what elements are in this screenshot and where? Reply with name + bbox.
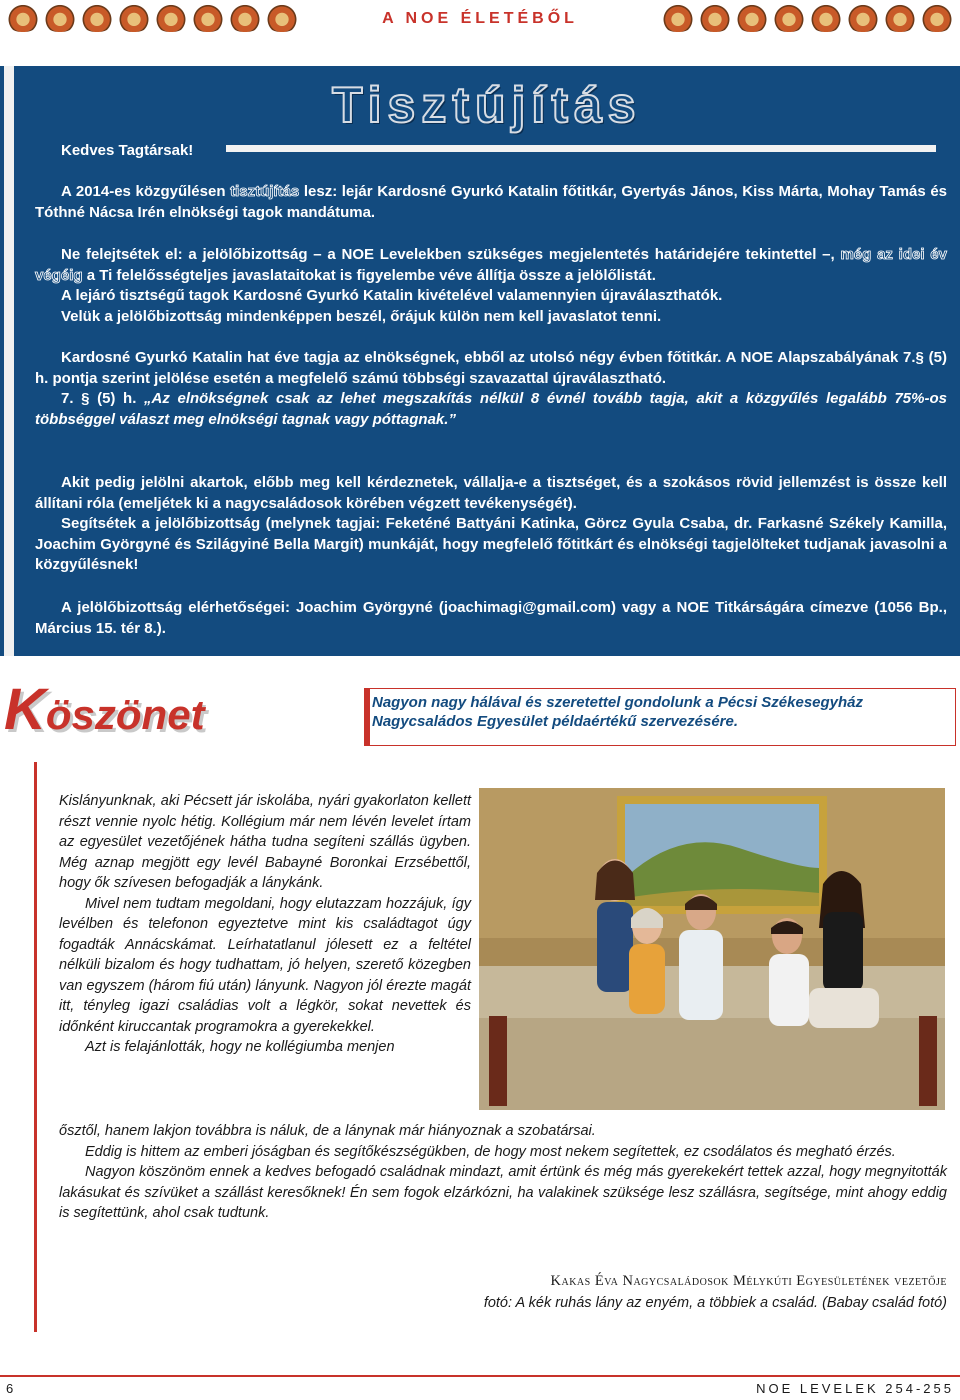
p6-ref: 7. § (5) h. bbox=[61, 390, 145, 407]
salutation-block bbox=[35, 141, 947, 162]
p2-highlight: még az idei év végéig bbox=[35, 246, 947, 284]
page-header bbox=[0, 0, 960, 42]
page-number: 6 bbox=[6, 1381, 14, 1396]
section-header-title: A NOE ÉLETÉBŐL bbox=[382, 10, 578, 27]
thanks-intro-text: Nagyon nagy hálával és szeretettel gondolunk a Pécsi Székesegyház Nagycsaládos Egyesület példaértékű szervezésére. bbox=[372, 694, 864, 730]
p6-quote: „Az elnökségnek csak az lehet megszakítás nélkül 8 évnél tovább tagja, akit a közgyűlés legalább 75%-os többséggel választ meg elnökségi tagnak vagy póttagnak.” bbox=[35, 390, 947, 428]
thanks-title-cap: K bbox=[4, 677, 46, 742]
p8-text: Segítsétek a jelölőbizottság (melynek tagjai: Feketéné Battyáni Katinka, Görcz Gyula Csaba, dr. Farkasné Székely Kamilla, Joachim Györgyné és Szilágyiné Bella Margit) munkáját, hogy megfelelő főtitkárt és elnökségi tagjelölteket tudjanak javasolni a közgyűlésnek! bbox=[35, 515, 947, 573]
p1-highlight: tisztújítás bbox=[230, 183, 300, 200]
p1-text: A 2014-es közgyűlésen bbox=[61, 183, 231, 200]
story-paragraph-3a: Azt is felajánlották, hogy ne kollégiumba menjen bbox=[85, 1039, 395, 1055]
paragraph-4: Velük a jelölőbizottság mindenképpen beszél, őrájuk külön nem kell javaslatot tenni. bbox=[61, 307, 662, 325]
article-title: Tisztújítás bbox=[332, 77, 642, 133]
p2-text-end: a Ti felelősségteljes javaslataitokat is figyelembe véve állítja össze a jelölőlistát. bbox=[82, 266, 656, 284]
p5-text: Kardosné Gyurkó Katalin hat éve tagja az elnökségnek, ebből az utolsó négy évben főtitkár. A NOE Alapszabályának 7.§ (5) h. pontja szerint jelölése esetén a megfelelő számú többségi szavazattal újraválasztható. bbox=[35, 349, 947, 387]
footer-rule bbox=[0, 1375, 960, 1377]
leaf-ornament-right-icon bbox=[661, 4, 954, 34]
article-side-rule bbox=[34, 762, 37, 1332]
paragraph-1 bbox=[35, 182, 947, 223]
publication-name: NOE LEVELEK 254-255 bbox=[756, 1381, 954, 1396]
story-paragraph-2: Mivel nem tudtam megoldani, hogy elutazzam hozzájuk, így levélben és telefonon egyeztetve mint kis családtagot úgy fogadták Annácskámat. Leírhatatlanul jólesett ez a feltétel nélküli bizalom és hogy tudhattam, jó helyen, szerető közegben van egyszem (három fiú után) lányunk. Nagyon jól érezte magát itt, tényleg igazi családias volt a légkör, sokat nevettek és időnként kiruccantak programokra a gyerekekkel. bbox=[59, 895, 471, 1035]
story-column bbox=[59, 791, 471, 1058]
paragraph-9 bbox=[35, 598, 947, 639]
photo-caption: fotó: A kék ruhás lány az enyém, a többiek a család. (Babay család fotó) bbox=[483, 1295, 947, 1311]
family-photo bbox=[479, 788, 945, 1110]
story-paragraph-4: Eddig is hittem az emberi jóságban és segítőkészségükben, de hogy most nekem segítettek, ez csodálatos és megható érzés. bbox=[85, 1143, 896, 1160]
paragraph-2 bbox=[35, 245, 947, 327]
story-full-width bbox=[59, 1121, 947, 1224]
salutation: Kedves Tagtársak! bbox=[61, 142, 194, 159]
paragraph-5 bbox=[35, 348, 947, 430]
thanks-title bbox=[4, 676, 205, 743]
thanks-title-rest: öszönet bbox=[45, 691, 205, 738]
p1-text-end: lesz: lejár Kardosné Gyurkó Katalin főtitkár, Gyertyás János, Kiss Márta, Mohay Tamás és Tóthné Nácsa Irén elnökségi tagok mandátuma. bbox=[35, 183, 947, 221]
p9-text: A jelölőbizottság elérhetőségei: Joachim Györgyné (joachimagi@gmail.com) vagy a NOE Titkárságára címezve (1056 Bp., Március 15. tér 8.). bbox=[35, 599, 947, 637]
p7-text: Akit pedig jelölni akartok, előbb meg kell kérdeznetek, vállalja-e a tisztséget, és a szokásos rövid jellemzést is össze kell állítani róla (emeljétek ki a nagycsaládosok körében végzett tevékenységét). bbox=[35, 474, 947, 512]
paragraph-7 bbox=[35, 473, 947, 576]
family-photo-illustration bbox=[479, 788, 945, 1110]
blue-box-edge-inner bbox=[0, 66, 4, 656]
p2-text: Ne felejtsétek el: a jelölőbizottság – a NOE Levelekben szükséges megjelentetés határidejére tekintettel –, bbox=[61, 246, 841, 263]
story-paragraph-3b: ősztől, hanem lakjon továbbra is náluk, de a lánynak már hiányoznak a szobatársai. bbox=[59, 1123, 596, 1139]
author-signature: Kakas Éva Nagycsaládosok Mélykúti Egyesületének vezetője bbox=[550, 1273, 947, 1289]
story-paragraph-5: Nagyon köszönöm ennek a kedves befogadó családnak mindazt, amit értünk és még más gyerekekért tettek azzal, hogy megnyitották lakásukat és szívüket a szállást keresőknek! Én sem fogok elzárkózni, ha valakinek szüksége lesz szállásra, segítsége, mint ahogy eddig is segítettünk, ahol csak tudtunk. bbox=[59, 1164, 947, 1221]
story-paragraph-1: Kislányunknak, aki Pécsett jár iskolába, nyári gyakorlaton kellett részt vennie nyolc hétig. Kollégium már nem lévén levelet írtam az egyesület vezetőjének hátha tudna segíteni szállás ügyben. Még aznap megjött egy levél Babayné Boronkai Erzsébettől, hogy ők szívesen befogadják a lánykánk. bbox=[59, 793, 471, 891]
paragraph-3: A lejáró tisztségű tagok Kardosné Gyurkó Katalin kivételével valamennyien újraválaszthatók. bbox=[61, 287, 723, 304]
